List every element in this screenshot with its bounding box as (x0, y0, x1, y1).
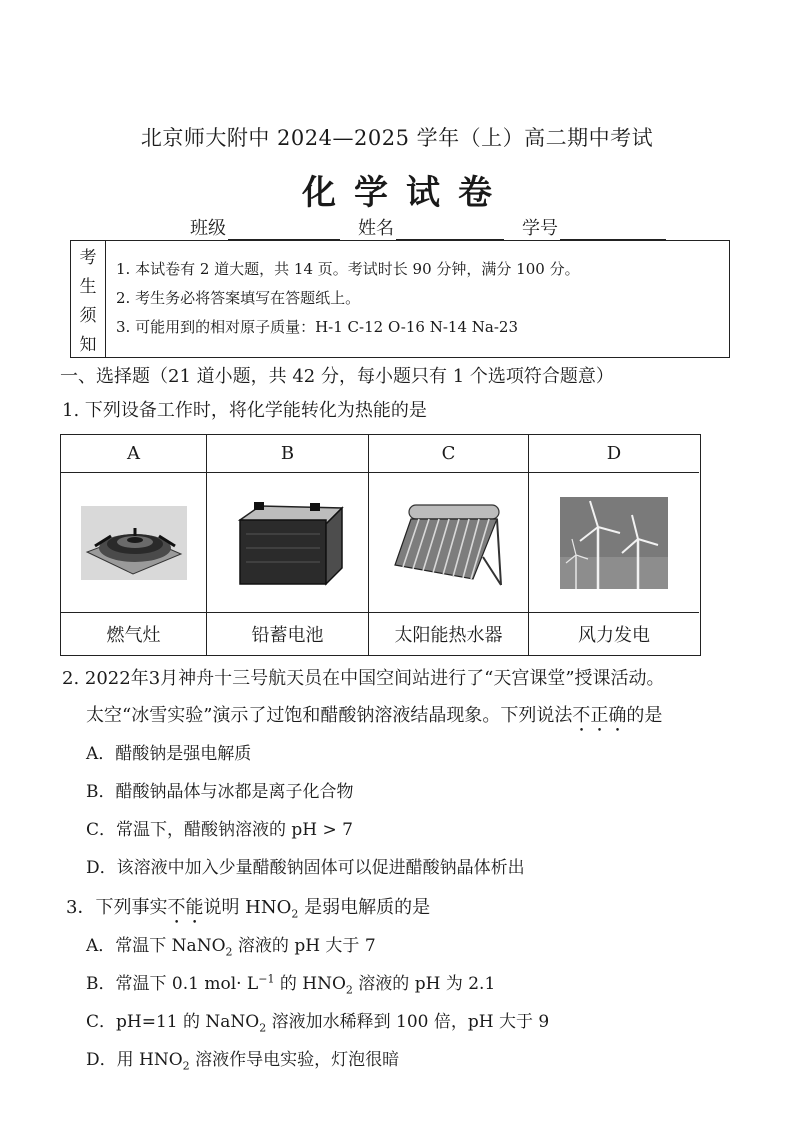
q3-stem-mid: 说明 HNO (203, 897, 292, 918)
q3-option-a[interactable] (86, 931, 376, 958)
q1-options-table (60, 434, 701, 656)
wind-turbine-image (560, 497, 668, 589)
q3-a-pre: A．常温下 NaNO (86, 936, 226, 956)
q3-stem-pre: 3．下列事实 (66, 897, 168, 918)
q1-caption-b: 铅蓄电池 (207, 613, 369, 655)
q1-image-d (529, 473, 699, 613)
gas-stove-image (81, 506, 187, 580)
q1-caption-a: 燃气灶 (61, 613, 207, 655)
notice-label-char: 知 (79, 335, 97, 355)
q1-image-b (207, 473, 369, 613)
notice-label (71, 241, 106, 357)
q3-b-post: 溶液的 pH 为 2.1 (352, 974, 496, 994)
student-id-field[interactable] (522, 214, 666, 240)
q1-image-a (61, 473, 207, 613)
q3-d-pre: D．用 HNO (86, 1050, 183, 1070)
q1-image-c (369, 473, 529, 613)
section-heading: 一、选择题（21 道小题，共 42 分，每小题只有 1 个选项符合题意） (60, 366, 614, 387)
q3-a-post: 溶液的 pH 大于 7 (232, 936, 376, 956)
notice-items (106, 241, 729, 357)
q1-caption-c: 太阳能热水器 (369, 613, 529, 655)
q3-b-pre: B．常温下 0.1 mol· L (86, 974, 259, 994)
q1-caption-d: 风力发电 (578, 625, 650, 646)
q3-c-sub: 2 (259, 1021, 267, 1035)
student-id-label: 学号 (522, 218, 558, 239)
q3-stem-post: 是弱电解质的是 (298, 897, 431, 918)
q1-letter-c: C (369, 435, 529, 473)
class-label: 班级 (190, 218, 226, 239)
q3-b-mid: 的 HNO (274, 974, 346, 994)
q2-option-c[interactable]: C．常温下，醋酸钠溶液的 pH > 7 (86, 820, 353, 840)
q2-option-d[interactable]: D．该溶液中加入少量醋酸钠固体可以促进醋酸钠晶体析出 (86, 858, 525, 878)
q1-letter-b: B (207, 435, 369, 473)
solar-water-heater-image (391, 497, 507, 589)
q2-line-2-pre: 太空“冰雪实验”演示了过饱和醋酸钠溶液结晶现象。下列说法 (86, 705, 573, 726)
q1-letter-a: A (61, 435, 207, 473)
q3-option-d[interactable] (86, 1045, 399, 1072)
lead-battery-image (230, 498, 346, 588)
name-label: 姓名 (358, 218, 394, 239)
q3-b-sub: 2 (345, 983, 353, 997)
q2-option-b[interactable]: B．醋酸钠晶体与冰都是离子化合物 (86, 782, 354, 802)
notice-item: 3. 可能用到的相对原子质量：H-1 C-12 O-16 N-14 Na-23 (116, 318, 518, 336)
notice-label-char: 须 (79, 306, 97, 326)
q3-a-sub: 2 (225, 945, 233, 959)
q3-option-c[interactable] (86, 1007, 549, 1034)
notice-label-char: 生 (79, 277, 97, 297)
q1-stem: 1. 下列设备工作时，将化学能转化为热能的是 (62, 400, 427, 421)
q3-emphasis: 不能 (167, 897, 204, 918)
q3-d-post: 溶液作导电实验，灯泡很暗 (189, 1050, 400, 1070)
student-id-blank[interactable] (560, 219, 666, 240)
notice-item: 1. 本试卷有 2 道大题，共 14 页。考试时长 90 分钟，满分 100 分。 (116, 260, 580, 278)
q2-line-2 (86, 701, 662, 736)
name-field[interactable] (358, 214, 504, 240)
q3-c-pre: C．pH=11 的 NaNO (86, 1012, 260, 1032)
q3-b-sup: −1 (258, 972, 275, 986)
school-exam-line: 北京师大附中 2024—2025 学年（上）高二期中考试 (140, 126, 654, 150)
notice-label-char: 考 (79, 248, 97, 268)
q2-emphasis: 不正确 (572, 705, 627, 726)
name-blank[interactable] (396, 219, 504, 240)
q2-line-1: 2. 2022年3月神舟十三号航天员在中国空间站进行了“天宫课堂”授课活动。 (62, 668, 665, 689)
q2-line-2-post: 的是 (626, 705, 663, 726)
class-field[interactable] (190, 214, 340, 240)
q1-letter-d: D (529, 435, 699, 473)
q3-stem-sub: 2 (291, 907, 299, 921)
exam-title: 化学试卷 (302, 173, 510, 213)
candidate-notice-box (70, 240, 730, 358)
q3-d-sub: 2 (182, 1059, 190, 1073)
notice-item: 2. 考生务必将答案填写在答题纸上。 (116, 289, 361, 307)
class-blank[interactable] (228, 219, 340, 240)
student-info-row (190, 214, 684, 240)
q3-c-post: 溶液加水稀释到 100 倍，pH 大于 9 (266, 1012, 550, 1032)
q2-option-a[interactable]: A．醋酸钠是强电解质 (86, 744, 252, 764)
q3-stem (66, 893, 430, 928)
q3-option-b[interactable] (86, 969, 495, 996)
